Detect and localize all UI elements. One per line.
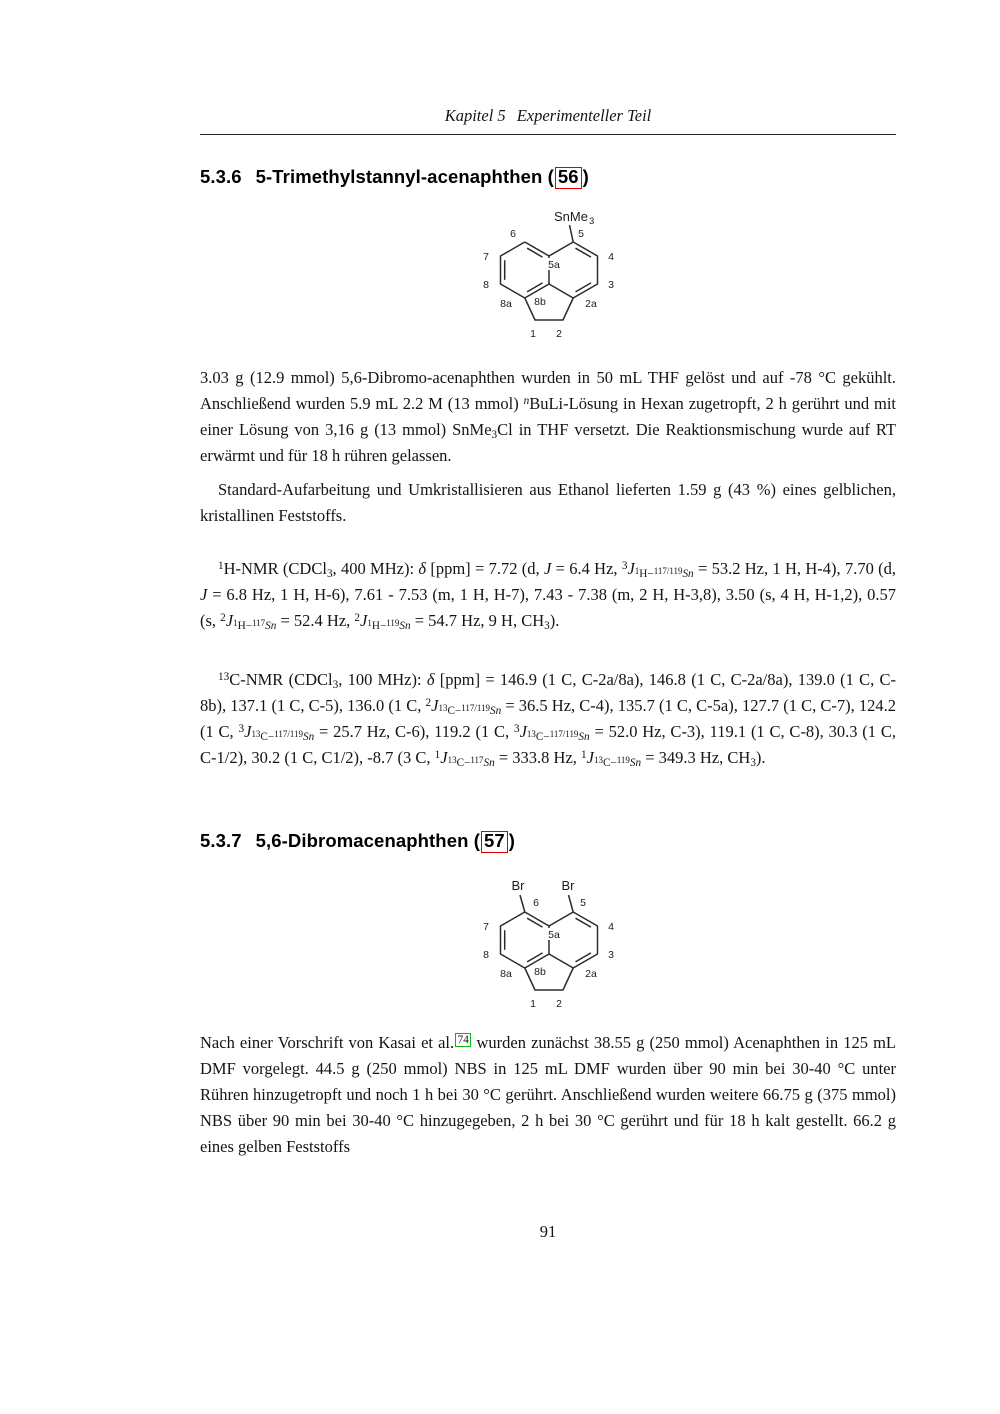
double-bond-5-4 xyxy=(576,248,592,257)
atom-label-1: 1 xyxy=(530,328,536,340)
paragraph-dibromo-synthesis xyxy=(200,1030,896,1160)
atom-label-6: 6 xyxy=(533,897,539,909)
compound-ref-link-57[interactable]: 57 xyxy=(481,831,508,853)
structure-diagram-trimethylstannyl-acenaphthene xyxy=(449,194,649,354)
atom-label-7: 7 xyxy=(483,921,489,933)
atom-label-3: 3 xyxy=(608,949,614,961)
atom-label-8: 8 xyxy=(483,949,489,961)
section-heading-537 xyxy=(200,830,515,853)
page-number: 91 xyxy=(539,1222,557,1241)
substituent-label-br-left: Br xyxy=(511,878,525,893)
atom-label-8b: 8b xyxy=(534,296,546,308)
bond-c6-br xyxy=(520,895,525,912)
atom-label-2: 2 xyxy=(556,998,562,1010)
substituent-label-snme: SnMe xyxy=(554,209,588,224)
atom-label-3: 3 xyxy=(608,279,614,291)
atom-label-4: 4 xyxy=(608,921,614,933)
citation-link-74[interactable]: 74 xyxy=(455,1033,471,1047)
atom-label-5a: 5a xyxy=(548,259,560,271)
double-bond-3-2a xyxy=(576,283,592,292)
bond-8b-spokes xyxy=(525,284,573,298)
bond-c5-br xyxy=(569,895,574,912)
paragraph-workup: Standard-Aufarbeitung und Umkristallisieren aus Ethanol lieferten 1.59 g (43 %) eines gelblichen, kristallinen Feststoffs. xyxy=(200,480,896,525)
section-title-pre: 5,6-Dibromacenaphthen ( xyxy=(255,830,480,851)
double-bond-3-2a xyxy=(576,953,592,962)
running-head xyxy=(200,106,896,135)
atom-label-8a: 8a xyxy=(500,968,512,980)
bond-c5-substituent xyxy=(570,225,574,242)
atom-label-2: 2 xyxy=(556,328,562,340)
atom-label-8b: 8b xyxy=(534,966,546,978)
atom-label-5: 5 xyxy=(580,897,586,909)
paragraph-h-nmr: $^1$H-NMR (CDCl$_3$, 400 MHz): δ [ppm] = 7.72 (d, J = 6.4 Hz, $^3J_{^1H-^{117/119}Sn} = 53.2$ Hz, 1 H, H-4), 7.70 (d, J = 6.8 Hz, 1 H, H-6), 7.61 - 7.53 (m, 1 H, H-7), 7.43 - 7.38 (m, 2 H, H-3,8), 3.50 (s, 4 H, H-1,2), 0.57 (s, $^2J_{^1H-^{117}Sn} = 52.4$ Hz, $^2J_{^1H-^{119}Sn} = 54.7$ Hz, 9 H, $CH_3$). xyxy=(200,559,897,632)
paragraph-text-before-citation: Nach einer Vorschrift von Kasai et al. xyxy=(200,1033,455,1052)
double-bond-5-4 xyxy=(576,918,592,927)
section-title-post: ) xyxy=(508,830,516,851)
bond-8b-spokes xyxy=(525,954,573,968)
paragraph-synthesis: 3.03 g (12.9 mmol) 5,6-Dibromo-acenaphthen wurden in 50 mL THF gelöst und auf -78 °C gekühlt. Anschließend wurden 5.9 mL 2.2 M (13 mmol) $^n$BuLi-Lösung in Hexan zugetropft, 2 h gerührt und mit einer Lösung von 3,16 g (13 mmol) SnMe$_3$Cl in THF versetzt. Die Reaktionsmischung wurde auf RT erwärmt und für 18 h rühren gelassen. xyxy=(200,368,896,465)
structure-diagram-dibromoacenaphthene xyxy=(449,864,649,1024)
double-bond-8a-8b xyxy=(527,953,542,962)
substituent-label-br-right: Br xyxy=(561,878,575,893)
section-number: 5.3.6 xyxy=(200,166,242,187)
atom-label-2a: 2a xyxy=(585,968,597,980)
paragraph-text-after-citation: wurden zunächst 38.55 g (250 mmol) Acenaphthen in 125 mL DMF vorgelegt. 44.5 g (250 mmol) NBS in 125 mL DMF wurden über 90 min bei 30-40 °C unter Rühren hinzugetropft und noch 1 h bei 30 °C gerührt. Anschließend wurden weitere 66.75 g (375 mmol) NBS über 90 min bei 30-40 °C hinzugegeben, 2 h bei 30 °C gerührt und für 18 h kalt gestellt. 66.2 g eines gelben Feststoffs xyxy=(200,1033,896,1156)
atom-label-6: 6 xyxy=(510,228,516,240)
atom-label-1: 1 xyxy=(530,998,536,1010)
running-head-chapter: Kapitel 5 xyxy=(444,106,506,125)
atom-label-8: 8 xyxy=(483,279,489,291)
running-head-title: Experimenteller Teil xyxy=(516,106,652,125)
paragraph-c-nmr: $^{13}$C-NMR (CDCl$_3$, 100 MHz): δ [ppm] = 146.9 (1 C, C-2a/8a), 146.8 (1 C, C-2a/8a), 139.0 (1 C, C-8b), 137.1 (1 C, C-5), 136.0 (1 C, $^2J_{^{13}C-^{117/119}Sn} = 36.5$ Hz, C-4), 135.7 (1 C, C-5a), 127.7 (1 C, C-7), 124.2 (1 C, $^3J_{^{13}C-^{117/119}Sn} = 25.7$ Hz, C-6), 119.2 (1 C, $^3J_{^{13}C-^{117/119}Sn} = 52.0$ Hz, C-3), 119.1 (1 C, C-8), 30.3 (1 C, C-1/2), 30.2 (1 C, C1/2), -8.7 (3 C, $^1J_{^{13}C-^{117}Sn} = 333.8$ Hz, $^1J_{^{13}C-^{119}Sn} = 349.3$ Hz, $CH_3$). xyxy=(200,670,896,769)
atom-label-5a: 5a xyxy=(548,929,560,941)
section-title-pre: 5-Trimethylstannyl-acenaphthen ( xyxy=(255,166,554,187)
section-number: 5.3.7 xyxy=(200,830,242,851)
section-heading-536 xyxy=(200,166,589,189)
atom-label-5: 5 xyxy=(578,228,584,240)
double-bond-5a-6 xyxy=(527,248,542,257)
double-bond-8a-8b xyxy=(527,283,542,292)
substituent-index-3: 3 xyxy=(589,216,595,227)
atom-label-4: 4 xyxy=(608,251,614,263)
atom-label-8a: 8a xyxy=(500,298,512,310)
atom-label-2a: 2a xyxy=(585,298,597,310)
compound-ref-link-56[interactable]: 56 xyxy=(555,167,582,189)
section-title-post: ) xyxy=(582,166,589,187)
double-bond-5a-6 xyxy=(527,918,542,927)
atom-label-7: 7 xyxy=(483,251,489,263)
